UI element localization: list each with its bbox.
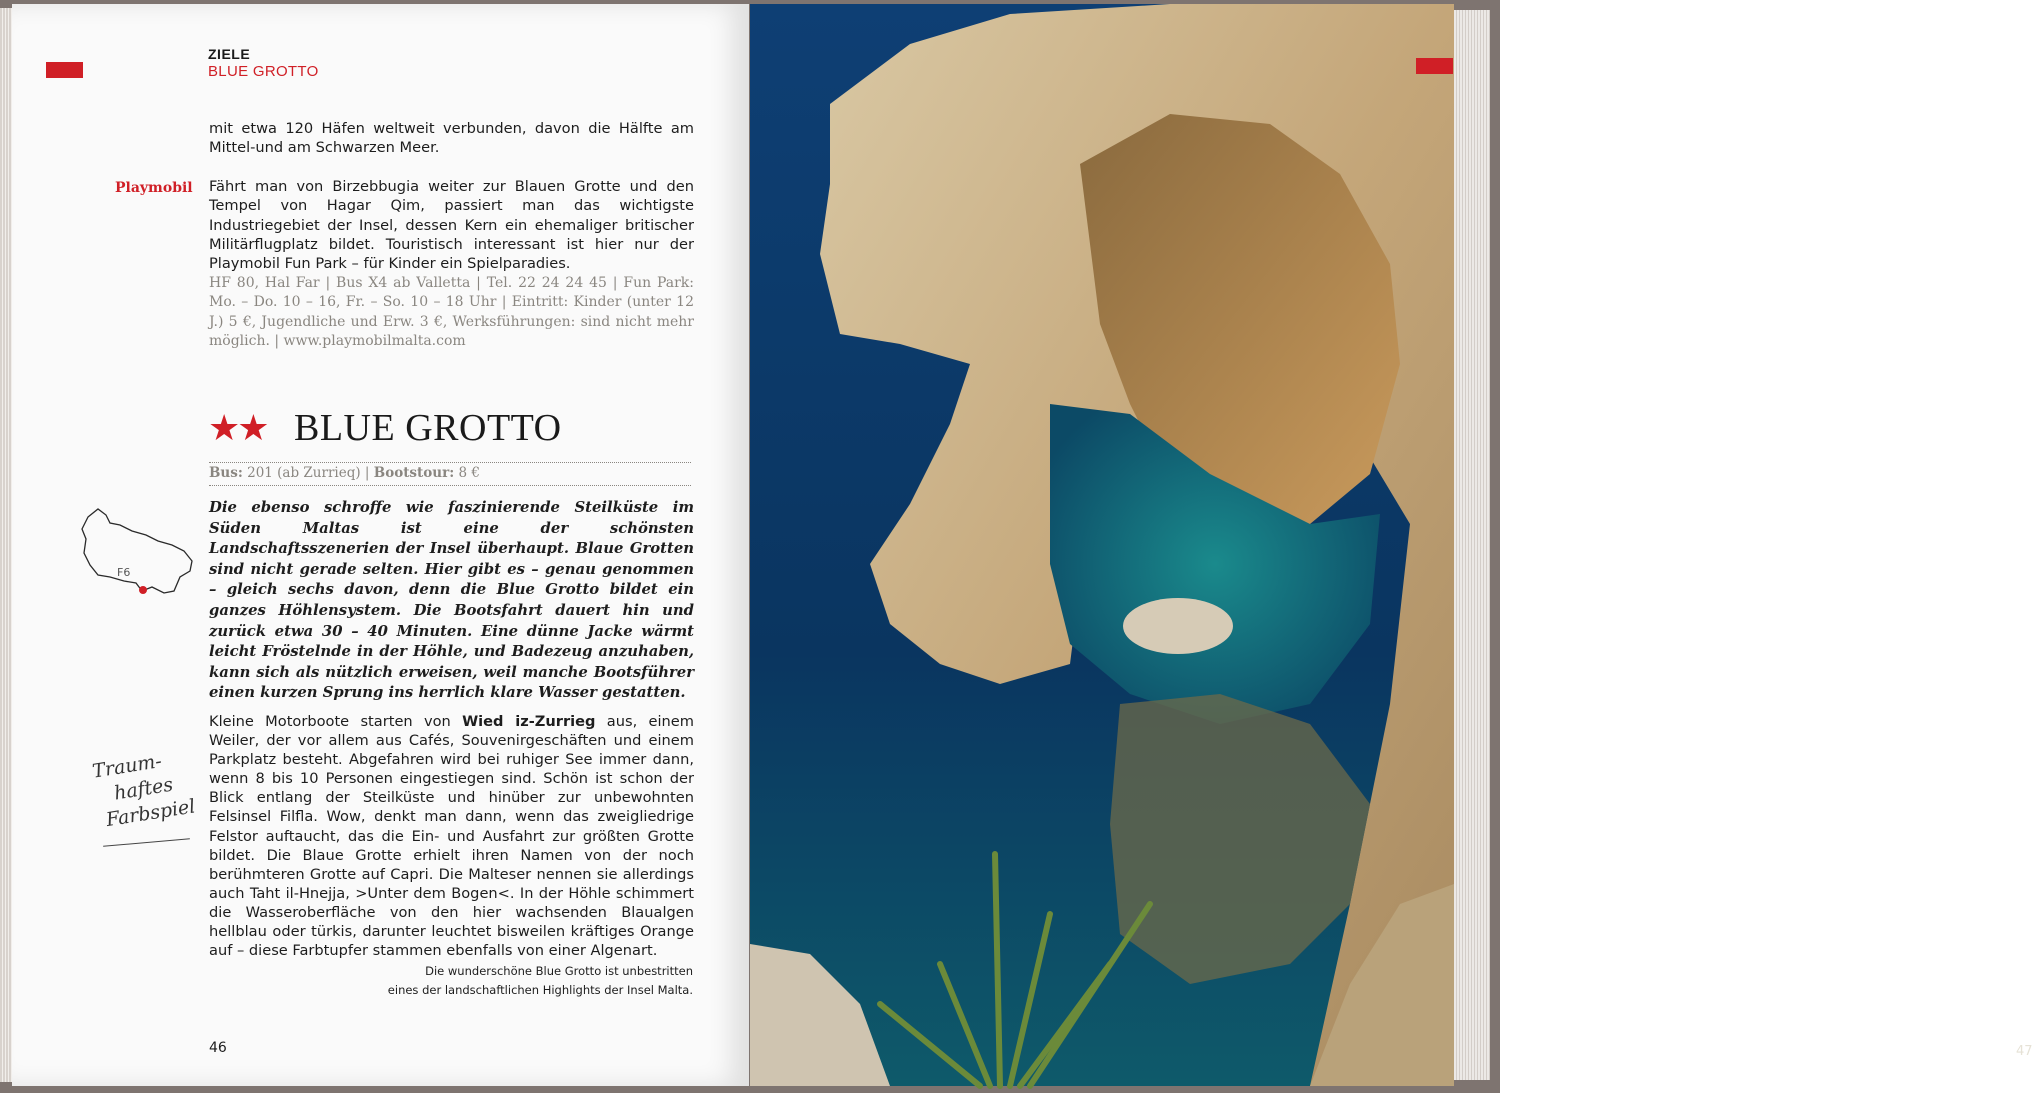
chapter-tab-right bbox=[1416, 58, 1453, 74]
body-text-start: Kleine Motorboote starten von bbox=[209, 713, 463, 730]
divider-bottom bbox=[209, 485, 691, 486]
page-edge-left bbox=[0, 8, 12, 1082]
page-edge-right bbox=[1454, 10, 1490, 1080]
photo-caption bbox=[360, 962, 693, 1000]
body-paragraph bbox=[209, 712, 694, 960]
playmobil-info: HF 80, Hal Far | Bus X4 ab Valletta | Tel. 22 24 24 45 | Fun Park: Mo. – Do. 10 – 16, Fr. – So. 10 – 18 Uhr | Eintritt: Kinder (unter 12 J.) 5 €, Jugendliche und Erw. 3 €, Werksführungen: sind nicht mehr möglich. | www.playmobilmalta.com bbox=[209, 275, 694, 349]
divider-top bbox=[209, 462, 691, 463]
caption-line-2: eines der landschaftlichen Highlights der Insel Malta. bbox=[387, 983, 693, 997]
handwritten-line-2: haftes bbox=[112, 773, 175, 805]
blue-grotto-photo bbox=[750, 4, 1454, 1086]
margin-label-playmobil: Playmobil bbox=[115, 180, 193, 196]
handwritten-line-3: Farbspiel bbox=[104, 795, 197, 832]
section-title: BLUE GROTTO bbox=[294, 407, 562, 449]
chapter-tab-left bbox=[46, 62, 83, 78]
lead-paragraph: Die ebenso schroffe wie faszinierende Steilküste im Süden Maltas ist eine der schönsten Landschaftsszenerien der Insel überhaupt. Blaue Grotten sind nicht gerade selten. Hier gibt es – genau genommen – gleich sechs davon, denn die Blue Grotto bildet ein ganzes Höhlensystem. Die Bootsfahrt dauert hin und zurück etwa 30 – 40 Minuten. Eine dünne Jacke wärmt leicht Fröstelnde in der Höhle, und Badezeug anzuhaben, kann sich als nützlich erweisen, weil manche Bootsführer einen kurzen Sprung ins herrlich klare Wasser gestatten. bbox=[209, 499, 694, 702]
rating-stars-icon: ★★ bbox=[208, 407, 267, 448]
malta-island-map-icon bbox=[80, 505, 198, 600]
body-bold-place: Wied iz-Zurrieg bbox=[462, 713, 596, 730]
handwritten-line-1: Traum- bbox=[90, 750, 164, 783]
handwritten-note bbox=[91, 745, 197, 834]
body-text-rest: aus, einem Weiler, der vor allem aus Cafés, Souvenirgeschäften und einem Parkplatz besteht. Abgefahren wird bei ruhiger See immer dann, wenn 8 bis 10 Personen eingestiegen sind. Schön ist schon der Blick entlang der Steilküste und hinüber zur unbewohnten Felsinsel Filfla. Wow, denkt man dann, wenn das zweigliedrige Felstor auftaucht, das die Ein- und Ausfahrt zur größten Grotte bildet. Die Blaue Grotte erhielt ihren Namen von der noch berühmteren Grotte auf Capri. Die Malteser nennen sie allerdings auch Taht il-Hnejja, >Unter dem Bogen<. In der Höhle schimmert die Wasseroberfläche von den hier wachsenden Blaualgen hellblau oder türkis, darunter leuchtet bisweilen kräftiges Orange auf – diese Farbtupfer stammen ebenfalls von einer Algenart. bbox=[209, 713, 694, 960]
map-grid-label: F6 bbox=[117, 566, 131, 579]
separator: | bbox=[364, 465, 370, 481]
playmobil-paragraph: Fährt man von Birzebbugia weiter zur Blauen Grotte und den Tempel von Hagar Qim, passiert man das wichtigste Industriegebiet der Insel, dessen Kern ein ehemaliger britischer Militärflugplatz bildet. Touristisch interessant ist hier nur der Playmobil Fun Park – für Kinder ein Spielparadies. bbox=[209, 178, 694, 273]
boat-value: 8 € bbox=[458, 465, 480, 481]
transport-info bbox=[209, 465, 480, 481]
caption-line-1: Die wunderschöne Blue Grotto ist unbestritten bbox=[425, 964, 693, 978]
running-header-section: ZIELE bbox=[208, 46, 251, 62]
intro-paragraph: mit etwa 120 Häfen weltweit verbunden, davon die Hälfte am Mittel-und am Schwarzen Meer. bbox=[209, 120, 694, 157]
bus-value: 201 (ab Zurrieq) bbox=[247, 465, 361, 481]
right-page-photo bbox=[750, 4, 2033, 1086]
boat-label: Bootstour: bbox=[373, 465, 455, 481]
page-number-right: 47 bbox=[2016, 1044, 2033, 1059]
bus-label: Bus: bbox=[209, 465, 243, 481]
running-header-subsection: BLUE GROTTO bbox=[208, 63, 319, 80]
page-number-left: 46 bbox=[209, 1040, 227, 1056]
